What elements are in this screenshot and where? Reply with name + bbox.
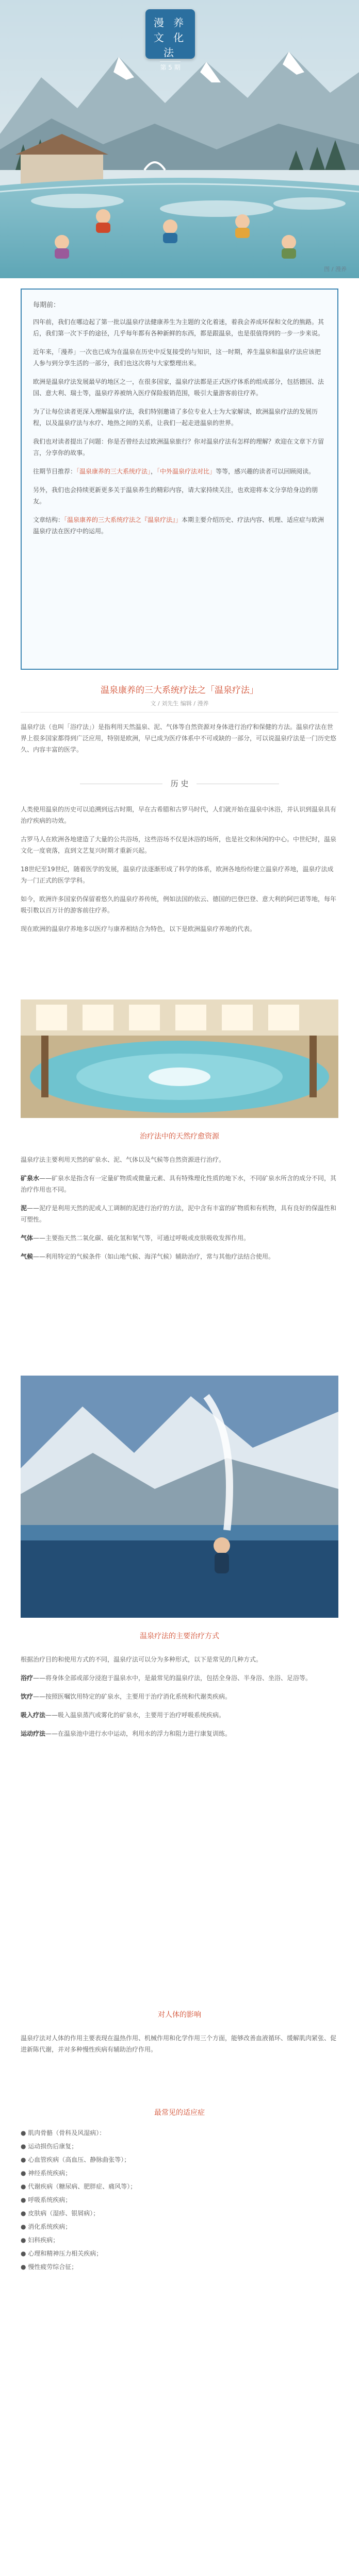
methods-item bbox=[21, 1672, 338, 1684]
badge-line2: 文 化 法 bbox=[153, 31, 187, 59]
mountain-spa-image-icon bbox=[21, 1376, 338, 1618]
intro-structure-post: 本期主要介绍历史、疗法内容、机理、适应症与欧洲温泉疗法在医疗中的运用。 bbox=[33, 516, 324, 535]
resources-paragraph: 温泉疗法主要利用天然的矿泉水、泥、气体以及气候等自然资源进行治疗。 bbox=[21, 1156, 225, 1163]
resources-item bbox=[21, 1232, 338, 1244]
resources-desc: ——主要指天然二氧化碳、硫化氢和氡气等，可通过呼吸或皮肤吸收发挥作用。 bbox=[33, 1234, 250, 1242]
indication-item: ● 消化系统疾病； bbox=[21, 2223, 72, 2230]
recommend-link-2[interactable]: 「中外温泉疗法对比」 bbox=[157, 468, 216, 475]
indications-list bbox=[21, 2128, 338, 2275]
resources-item bbox=[21, 1202, 338, 1225]
hero-credit: 图 / 漫养 bbox=[324, 266, 347, 273]
resources-item bbox=[21, 1251, 338, 1262]
article-meta: 文 / 刘先生 编辑 / 漫养 bbox=[150, 700, 209, 707]
indication-item: ● 代谢疾病（糖尿病、肥胖症、痛风等）； bbox=[21, 2183, 137, 2190]
indication-item: ● 慢性疲劳综合征； bbox=[21, 2263, 78, 2270]
article-lead bbox=[21, 721, 338, 762]
indication-item: ● 心血管疾病（高血压、静脉曲张等）； bbox=[21, 2156, 130, 2163]
methods-item bbox=[21, 1728, 338, 1739]
resources-item bbox=[21, 1173, 338, 1195]
divider bbox=[21, 712, 338, 713]
resources-term: 泥 bbox=[21, 1205, 27, 1212]
methods-item bbox=[21, 1691, 338, 1702]
column-badge bbox=[145, 9, 195, 71]
structure-link[interactable]: 「温泉康养的三大系统疗法之『温泉疗法』」 bbox=[64, 516, 182, 523]
history-paragraph: 如今，欧洲许多国家仍保留着悠久的温泉疗养传统，例如法国的依云、德国的巴登巴登、意大利的阿巴诺等地，每年吸引数以百万计的游客前往疗养。 bbox=[21, 895, 337, 914]
section-methods-heading: 温泉疗法的主要治疗方式 bbox=[140, 1632, 219, 1640]
section-title: 历 史 bbox=[170, 779, 189, 788]
effects-paragraph: 温泉疗法对人体的作用主要表现在温热作用、机械作用和化学作用三个方面，能够改善血液循环、缓解肌肉紧张、促进新陈代谢，并对多种慢性疾病有辅助治疗作用。 bbox=[21, 2035, 337, 2053]
section-effects-heading: 对人体的影响 bbox=[158, 2011, 201, 2019]
intro-box bbox=[21, 289, 338, 670]
section-history-heading bbox=[0, 778, 359, 789]
methods-block bbox=[21, 1654, 338, 1747]
indication-item: ● 妇科疾病； bbox=[21, 2236, 59, 2244]
history-block bbox=[21, 804, 338, 942]
intro-paragraph: 欧洲是温泉疗法发展最早的地区之一，在很多国家，温泉疗法都是正式医疗体系的组成部分，包括德国、法国、意大利、瑞士等，温泉疗养被纳入医疗保险报销范围，吸引大量游客前往疗养。 bbox=[33, 378, 324, 397]
methods-term: 饮疗 bbox=[21, 1693, 34, 1700]
history-paragraph: 现在欧洲的温泉疗养地多以医疗与康养相结合为特色，以下是欧洲温泉疗养地的代表。 bbox=[21, 925, 256, 933]
lead-paragraph: 温泉疗法（也叫「浴疗法」）是指利用天然温泉、泥、气体等自然资源对身体进行治疗和保健的方法。温泉疗法在世界上很多国家都得到广泛应用，特别是欧洲，早已成为医疗体系中不可或缺的一部分，可以说温泉疗法是一门历史悠久、内容丰富的医学。 bbox=[21, 723, 337, 753]
section-resources-heading: 治疗法中的天然疗愈资源 bbox=[140, 1132, 219, 1141]
resources-block bbox=[21, 1154, 338, 1269]
methods-term: 运动疗法 bbox=[21, 1730, 46, 1737]
recommend-sep: ， bbox=[151, 468, 157, 475]
resources-desc: ——矿泉水是指含有一定量矿物质或微量元素、具有特殊理化性质的地下水，不同矿泉水所含的成分不同，其治疗作用也不同。 bbox=[21, 1175, 337, 1193]
intro-recommend-pre: 往期节目推荐： bbox=[33, 468, 77, 475]
intro-paragraph: 为了让每位读者更深入理解温泉疗法，我们特别邀请了多位专业人士为大家解读，欧洲温泉疗法的发展历程，以及温泉疗法与水疗、地热之间的关系，让我们一起走进温泉的世界。 bbox=[33, 408, 318, 427]
badge-line1: 漫 养 bbox=[153, 16, 187, 29]
badge-issue: 第 5 期 bbox=[160, 61, 180, 72]
methods-desc: ——按照医嘱饮用特定的矿泉水，主要用于治疗消化系统和代谢类疾病。 bbox=[33, 1693, 232, 1700]
methods-term: 吸入疗法 bbox=[21, 1711, 46, 1719]
resources-term: 气候 bbox=[21, 1253, 34, 1260]
methods-desc: ——在温泉池中进行水中运动，利用水的浮力和阻力进行康复训练。 bbox=[45, 1730, 232, 1737]
methods-desc: ——吸入温泉蒸汽或雾化的矿泉水，主要用于治疗呼吸系统疾病。 bbox=[45, 1711, 225, 1719]
indication-item: ● 肌肉骨骼（骨科及风湿病）： bbox=[21, 2129, 106, 2137]
effects-block bbox=[21, 2032, 338, 2062]
hero-illustration bbox=[0, 0, 359, 278]
intro-paragraph: 四年前，我们在哪边起了第一批以温泉疗法健康养生为主题的文化着迷，着我会养成环保和文化的熊路。其后，我们第一次下手的途径，几乎每年都有各种新鲜的东西，都是跟温泉，也是很值得到的一步一步来说。 bbox=[33, 318, 324, 337]
pool-photo bbox=[21, 999, 338, 1118]
recommend-link-1[interactable]: 「温泉康养的三大系统疗法」 bbox=[76, 468, 151, 475]
methods-term: 浴疗 bbox=[21, 1674, 34, 1682]
article-title: 温泉康养的三大系统疗法之「温泉疗法」 bbox=[101, 685, 258, 696]
section-indications-heading: 最常见的适应症 bbox=[154, 2109, 205, 2117]
resources-term: 气体 bbox=[21, 1234, 34, 1242]
indoor-pool-image-icon bbox=[21, 999, 338, 1118]
intro-paragraph: 另外，我们也会持续更新更多关于温泉养生的精彩内容，请大家持续关注，也欢迎将本文分享给身边的朋友。 bbox=[33, 486, 318, 505]
methods-item bbox=[21, 1709, 338, 1721]
intro-structure-pre: 文章结构： bbox=[33, 516, 64, 523]
resources-desc: ——利用特定的气候条件（如山地气候、海洋气候）辅助治疗，常与其他疗法结合使用。 bbox=[33, 1253, 275, 1260]
history-paragraph: 古罗马人在欧洲各地建造了大量的公共浴场，这些浴场不仅是沐浴的场所，也是社交和休闲的中心。中世纪时，温泉文化一度衰落，直到文艺复兴时期才重新兴起。 bbox=[21, 836, 337, 854]
indication-item: ● 呼吸系统疾病； bbox=[21, 2196, 72, 2204]
intro-greeting: 每期前： bbox=[33, 301, 60, 309]
history-paragraph: 18世纪至19世纪，随着医学的发展，温泉疗法逐渐形成了科学的体系，欧洲各地纷纷建立温泉疗养地，温泉疗法成为一门正式的医学学科。 bbox=[21, 866, 334, 884]
intro-recommend-post: 等等，感兴趣的读者可以回顾阅读。 bbox=[216, 468, 315, 475]
intro-paragraph: 我们也对读者提出了问题：你是否曾经去过欧洲温泉旅行？你对温泉疗法有怎样的理解？欢迎在文章下方留言，分享你的故事。 bbox=[33, 438, 324, 456]
methods-desc: ——将身体全部或部分浸泡于温泉水中，是最常见的温泉疗法，包括全身浴、半身浴、坐浴、足浴等。 bbox=[33, 1674, 312, 1682]
waterfall-photo bbox=[21, 1376, 338, 1618]
resources-term: 矿泉水 bbox=[21, 1175, 40, 1182]
indication-item: ● 神经系统疾病； bbox=[21, 2170, 72, 2177]
intro-structure bbox=[33, 514, 326, 537]
methods-paragraph: 根据治疗目的和使用方式的不同，温泉疗法可以分为多种形式，以下是常见的几种方式。 bbox=[21, 1656, 263, 1663]
indication-item: ● 心理和精神压力相关疾病； bbox=[21, 2250, 103, 2257]
indication-item: ● 运动损伤后康复； bbox=[21, 2143, 78, 2150]
history-paragraph: 人类使用温泉的历史可以追溯到远古时期，早在古希腊和古罗马时代，人们就开始在温泉中沐浴，并认识到温泉具有治疗疾病的功效。 bbox=[21, 806, 337, 824]
resources-desc: ——泥疗是利用天然的泥或人工调制的泥进行治疗的方法，泥中含有丰富的矿物质和有机物，具有良好的保温性和可塑性。 bbox=[21, 1205, 337, 1223]
intro-paragraph: 近年来，「漫养」一次也已成为在温泉在历史中反复接受的与知识，这一时期，养生温泉和温泉疗法应该把人参与到分享生活的一部分，我们也这次将与大家整理出来。 bbox=[33, 348, 321, 367]
indication-item: ● 皮肤病（湿疹、银屑病）； bbox=[21, 2210, 100, 2217]
intro-recommend bbox=[33, 466, 326, 477]
